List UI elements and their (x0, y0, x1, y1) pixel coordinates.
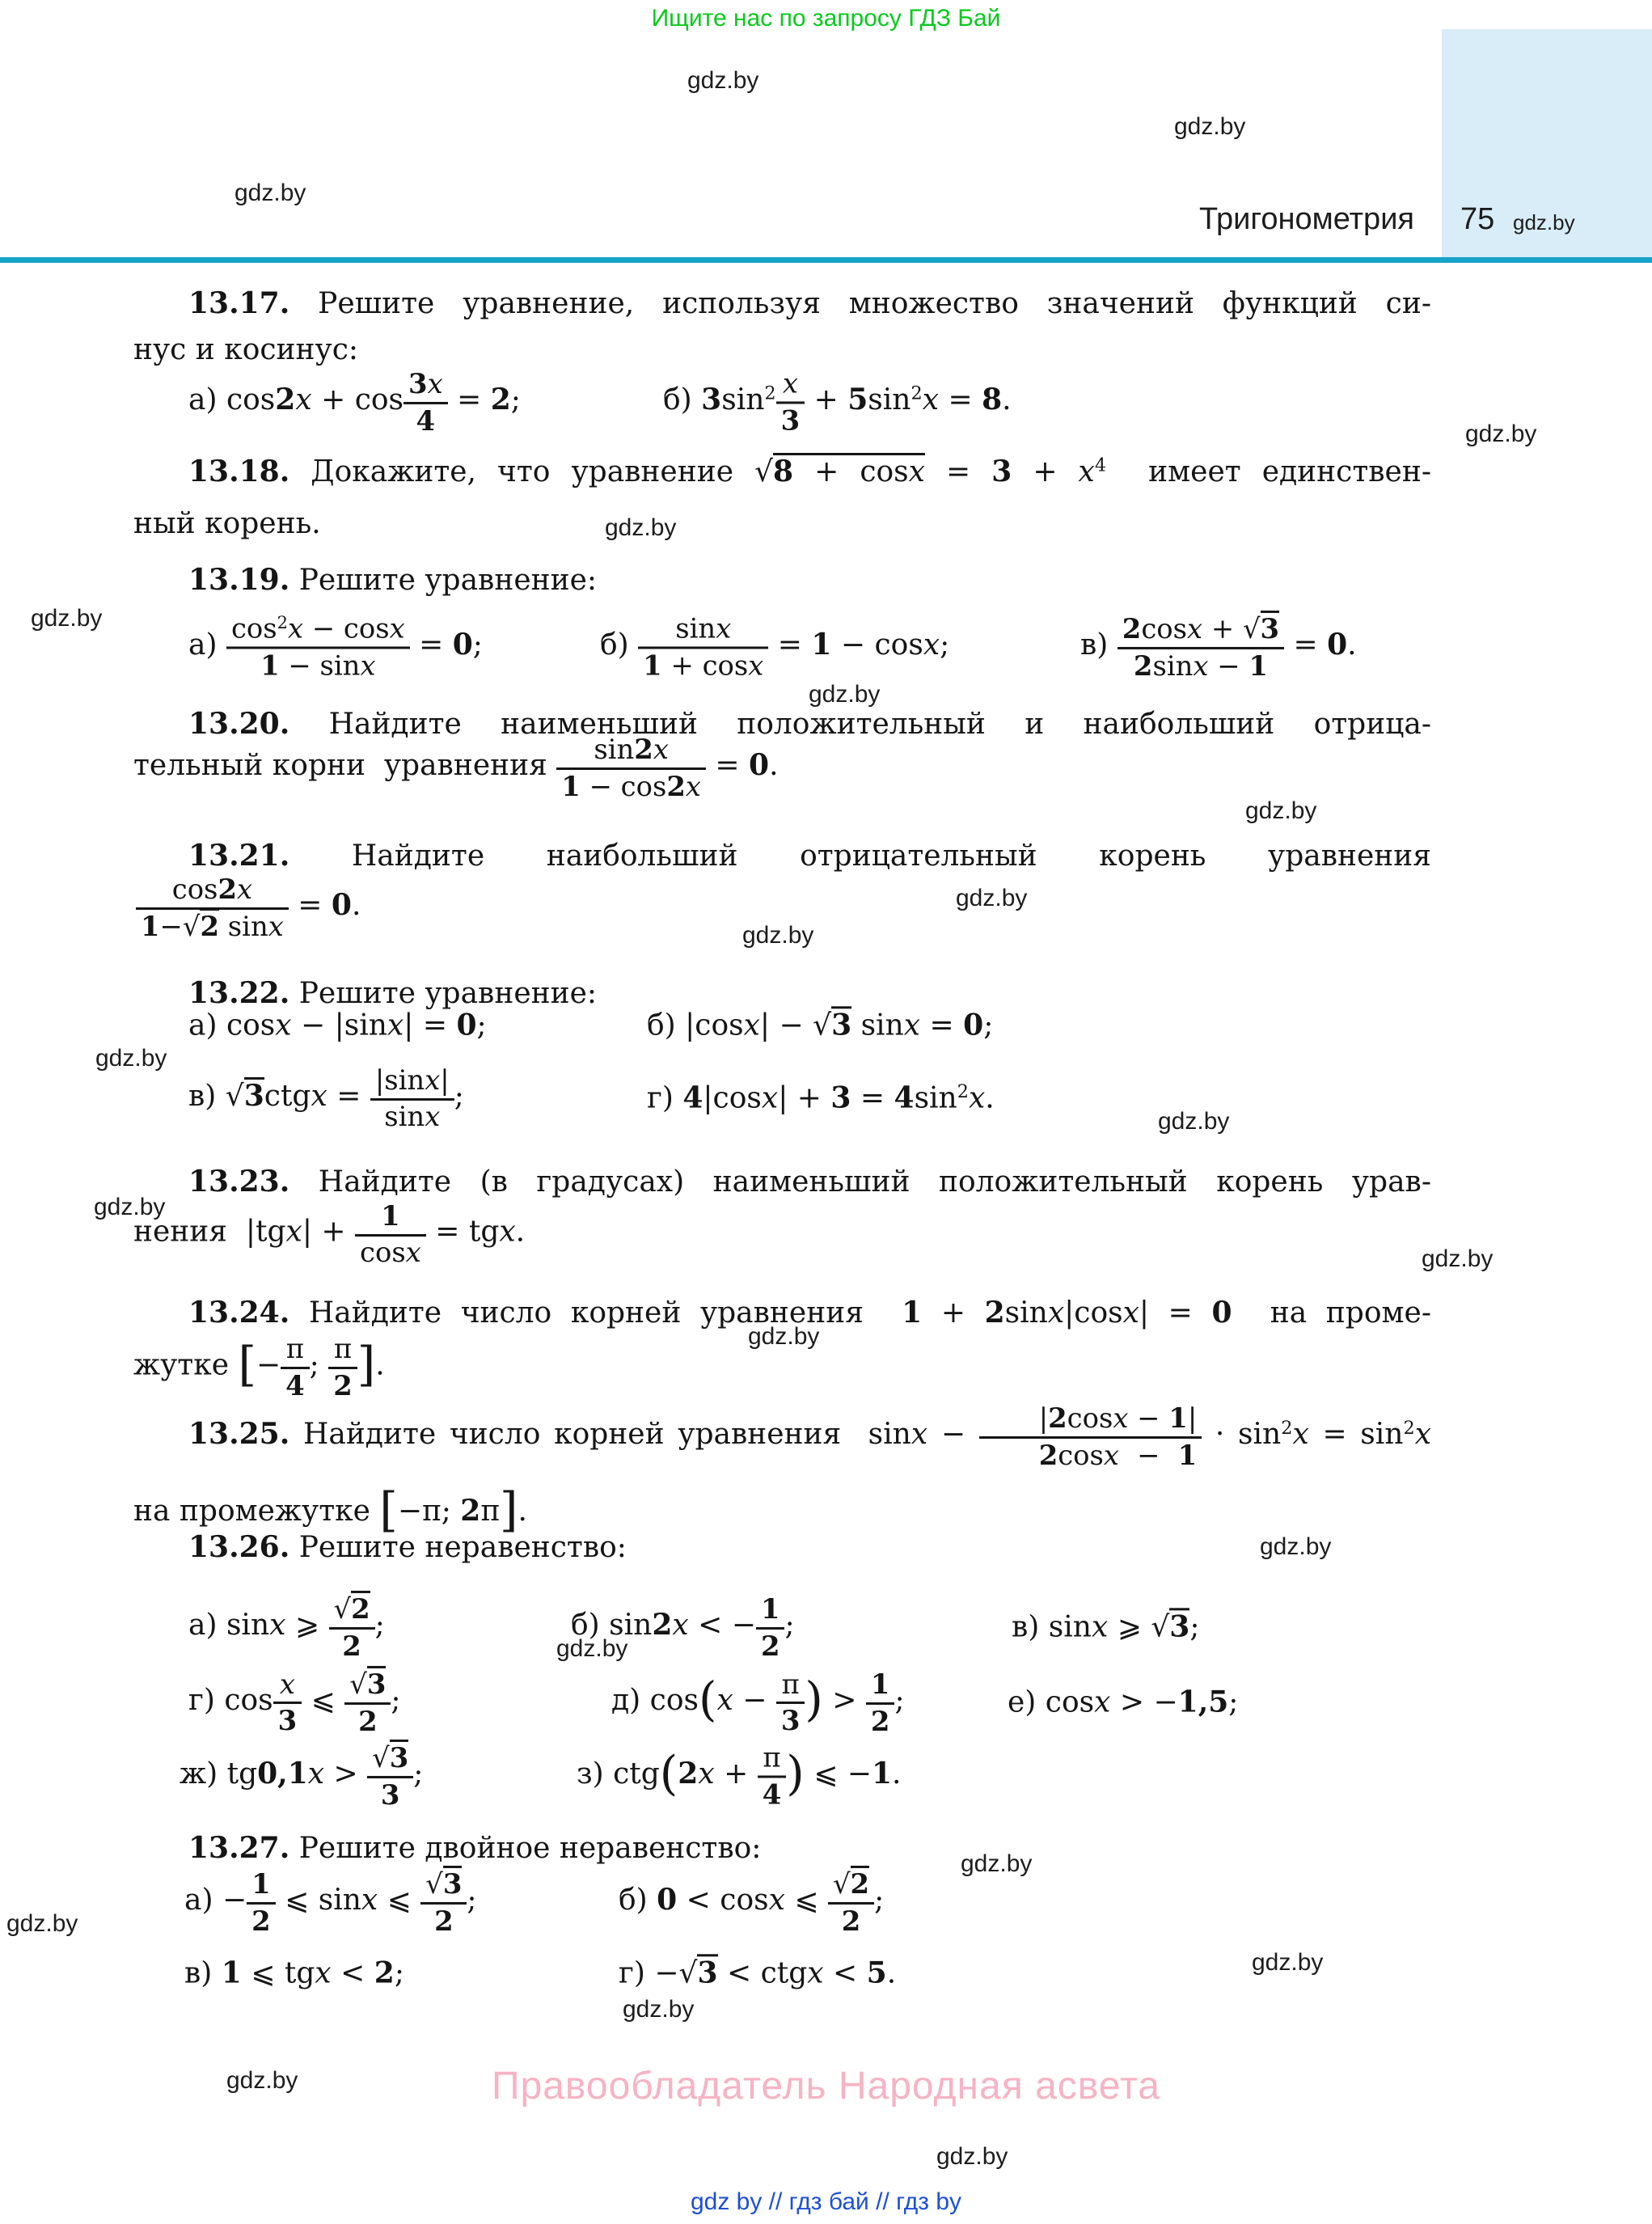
watermark: gdz.by (742, 922, 814, 949)
watermark: gdz.by (6, 1910, 78, 1937)
problem-13-27-heading: 13.27. Решите двойное неравенство: (188, 1831, 762, 1865)
watermark: gdz.by (1422, 1245, 1494, 1272)
inequality-13-27-a: а) − $\frac{1}{2}$ ⩽ sinx ⩽ $\frac{√3}{2}$ ; (184, 1867, 477, 1937)
equation-13-21: $\frac{\cos 2x}{1-√2 \sin x}$ = 0. (136, 873, 361, 941)
problem-13-23-line-2: нения |tgx| + $\frac{1}{\cos x}$ = tgx. (133, 1199, 526, 1268)
problem-13-20-line-2: тельный корни уравнения $\frac{\sin 2x}{1 - \cos 2x}$ = 0. (133, 733, 779, 802)
problem-13-26-heading: 13.26. Решите неравенство: (188, 1530, 627, 1564)
section-title: Тригонометрия (1198, 202, 1414, 236)
equation-13-19-b: б) $\frac{\sin x}{1 + \cos x}$ = 1 − cosx; (600, 612, 950, 681)
problem-13-21-line-1: 13.21. Найдите наибольший отрицательный корень уравнения (188, 839, 1431, 873)
problem-13-23-line-1: 13.23. Найдите (в градусах) наименьший положительный корень урав- (188, 1165, 1431, 1199)
watermark: gdz.by (1465, 421, 1537, 447)
watermark: gdz.by (95, 1045, 167, 1072)
watermark: gdz.by (1174, 113, 1246, 140)
problem-13-22-heading: 13.22. Решите уравнение: (188, 976, 598, 1010)
watermark: gdz.by (605, 514, 677, 541)
inequality-13-26-d: г) cos $\frac{x}{3}$ ⩽ $\frac{√3}{2}$ ; (188, 1667, 401, 1737)
problem-13-17-line-1: 13.17. Решите уравнение, используя множество значений функций си- (188, 286, 1431, 320)
inequality-13-27-b: б) 0 < cosx ⩽ $\frac{√2}{2}$ ; (619, 1867, 885, 1937)
problem-13-17-line-2: нус и косинус: (133, 333, 359, 366)
inequality-13-26-c: в) sinx ⩾ √3; (1012, 1609, 1200, 1644)
watermark: gdz.by (623, 1996, 695, 2023)
watermark: gdz.by (936, 2143, 1008, 2170)
watermark: gdz.by (809, 681, 881, 708)
inequality-13-27-d: г) −√3 < ctgx < 5. (619, 1956, 897, 1990)
header-rule (0, 257, 1652, 263)
problem-13-25-line-1: 13.25. Найдите число корней уравнения sinx − $\frac{|2\cos x - 1|}{2\cos x - 1}$ · $\sin^2x = \sin^2x$ (188, 1402, 1431, 1471)
watermark: gdz.by (961, 1850, 1033, 1877)
watermark: gdz.by (94, 1194, 166, 1220)
watermark: gdz.by (31, 605, 103, 632)
watermark: gdz.by (234, 180, 306, 206)
inequality-13-27-c: в) 1 ⩽ tgx < 2; (184, 1956, 404, 1990)
watermark: gdz.by (1513, 210, 1575, 235)
equation-13-17-a: а) cos2x + cos $\frac{3x}{4}$ = 2; (188, 366, 521, 437)
problem-13-24-line-1: 13.24. Найдите число корней уравнения 1 + 2sinx|cosx| = 0 на проме- (188, 1296, 1431, 1330)
promo-banner: Ищите нас по запросу ГДЗ Бай (651, 5, 1001, 32)
inequality-13-26-a: а) sinx ⩾ $\frac{√2}{2}$ ; (188, 1592, 385, 1662)
equation-13-22-d: г) $4|\cos x| + 3 = 4\sin^2x$. (647, 1080, 995, 1115)
problem-13-25-line-2: на промежутке [−π; 2π]. (133, 1483, 527, 1537)
watermark: gdz.by (226, 2067, 298, 2094)
page-number: 75 (1460, 202, 1495, 236)
inequality-13-26-h: з) ctg(2x + $\frac{\pi}{4}$ ) ⩽ −1. (577, 1741, 902, 1810)
copyright-note: Правообладатель Народная асвета (492, 2065, 1160, 2108)
inequality-13-26-g: ж) tg0,1x > $\frac{√3}{3}$ ; (180, 1740, 424, 1811)
watermark: gdz.by (1158, 1108, 1230, 1135)
watermark: gdz.by (748, 1323, 820, 1350)
equation-13-19-a: а) $\frac{\cos^2x - \cos x}{1 - \sin x}$ = 0; (188, 612, 483, 681)
equation-13-22-a: а) cosx − |sinx| = 0; (188, 1008, 487, 1042)
equation-13-22-b: б) |cosx| − √3 sinx = 0; (647, 1008, 994, 1042)
equation-13-22-c: в) √3ctgx = $\frac{|\sin x|}{\sin x}$ ; (188, 1063, 464, 1132)
inequality-13-26-f: е) cosx > −1,5; (1008, 1685, 1239, 1719)
inequality-13-26-b: б) sin2x < − $\frac{1}{2}$ ; (571, 1592, 795, 1662)
problem-13-18-line-1: 13.18. Докажите, что уравнение $√8 + \cos x = 3 + x^4$ имеет единствен- (188, 455, 1431, 488)
equation-13-19-c: в) $\frac{2\cos x + √3}{2\sin x - 1}$ = 0. (1080, 611, 1357, 682)
problem-13-18-line-2: ный корень. (133, 507, 321, 540)
watermark: gdz.by (1245, 797, 1317, 824)
equation-13-17-b: б) $3\sin^2$ $\frac{x}{3}$ + $5\sin^2x = 8$. (663, 367, 1012, 436)
watermark: gdz.by (956, 885, 1028, 911)
watermark: gdz.by (687, 67, 759, 94)
watermark: gdz.by (1252, 1949, 1324, 1976)
inequality-13-26-e: д) cos(x − $\frac{\pi}{3}$ ) > $\frac{1}{2}$ ; (611, 1667, 905, 1737)
watermark: gdz.by (1260, 1533, 1332, 1560)
problem-13-19-heading: 13.19. Решите уравнение: (188, 563, 598, 597)
problem-13-20-line-1: 13.20. Найдите наименьший положительный и наибольший отрица- (188, 707, 1431, 741)
problem-13-24-line-2: жутке [− $\frac{\pi}{4}$ ; $\frac{\pi}{2}$ ]. (133, 1333, 385, 1402)
footer-links: gdz by // гдз бай // гдз by (690, 2188, 962, 2215)
watermark: gdz.by (556, 1635, 628, 1662)
